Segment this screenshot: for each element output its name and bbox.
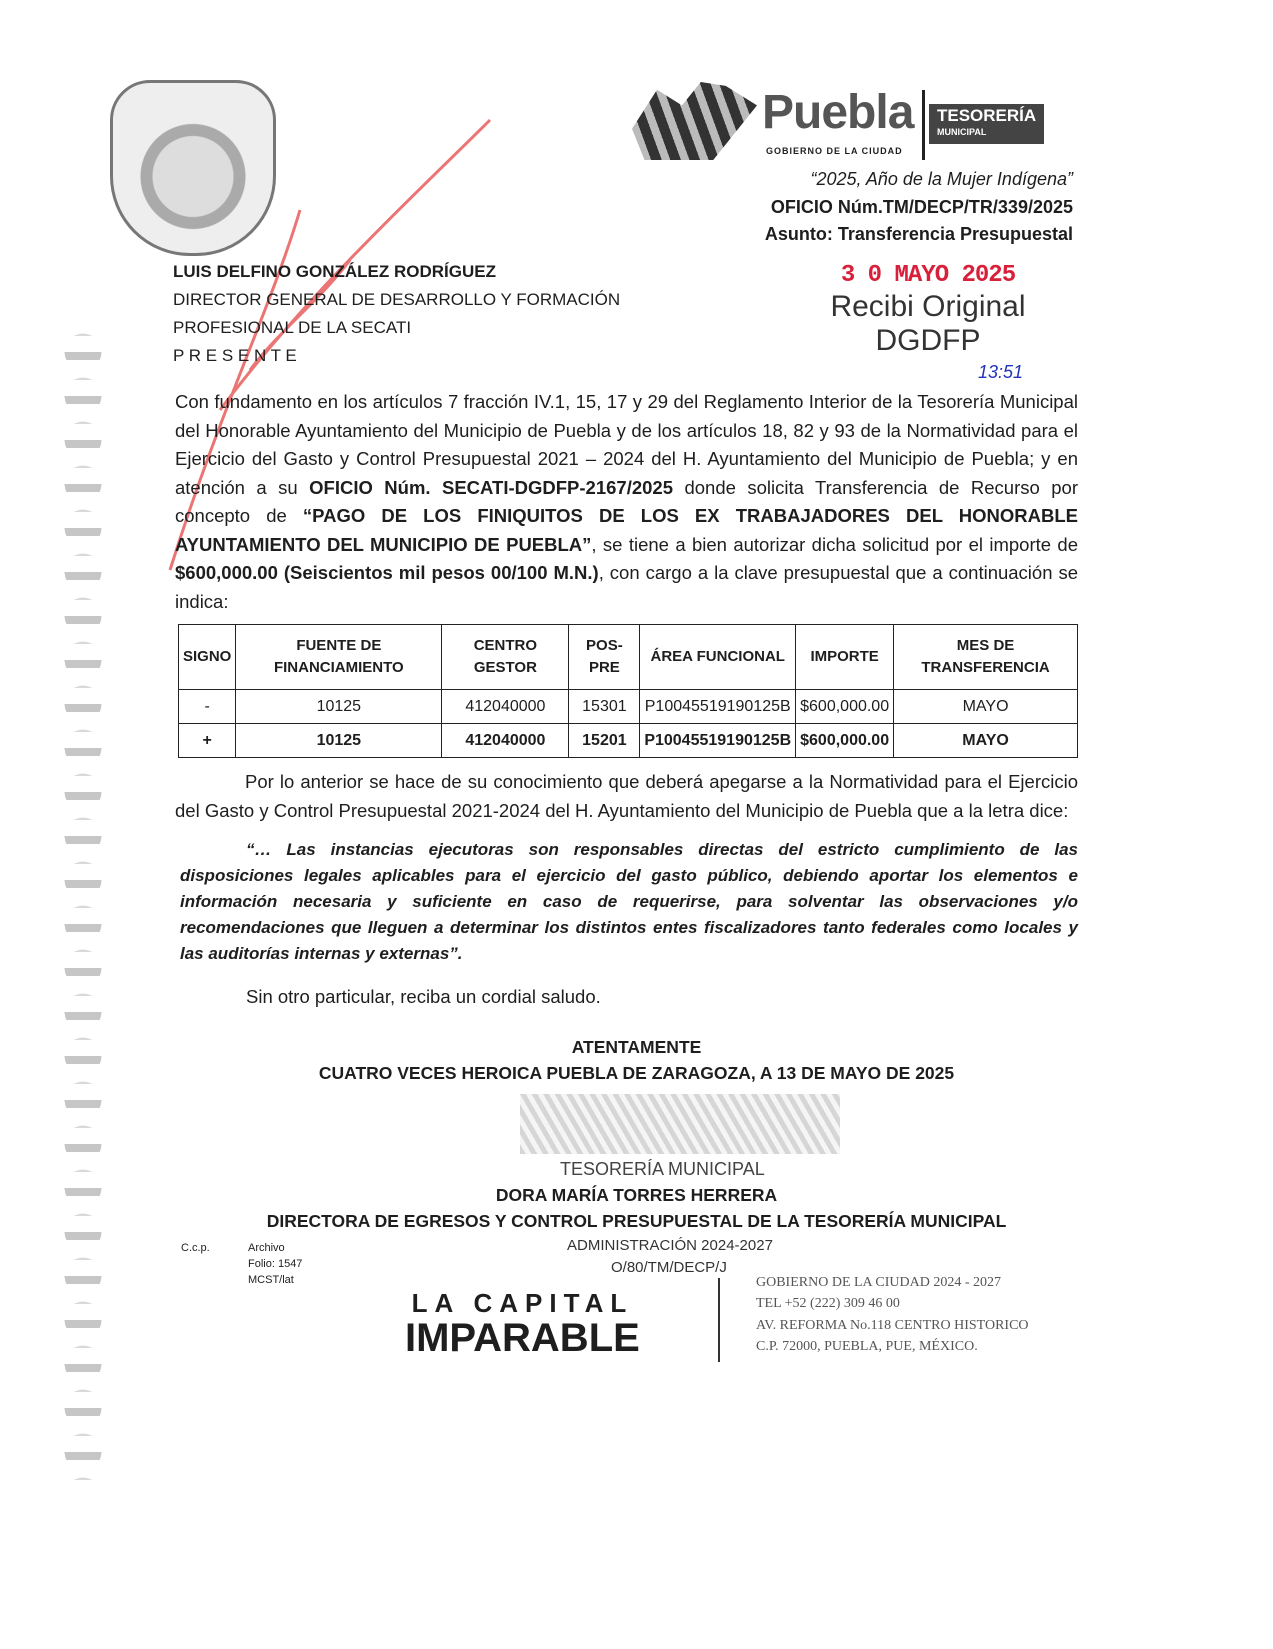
cell: 10125 xyxy=(236,724,442,758)
cell: 15301 xyxy=(569,690,640,724)
th-centro: CENTRO GESTOR xyxy=(442,625,569,690)
signer-name: DORA MARÍA TORRES HERRERA xyxy=(495,1184,778,1205)
addressee-name: LUIS DELFINO GONZÁLEZ RODRÍGUEZ xyxy=(173,262,496,281)
th-signo: SIGNO xyxy=(179,625,236,690)
admin-period: ADMINISTRACIÓN 2024-2027 xyxy=(567,1236,773,1254)
contact-line: AV. REFORMA No.118 CENTRO HISTORICO xyxy=(756,1317,1029,1333)
ccp-line: MCST/lat xyxy=(248,1273,294,1286)
contact-line: GOBIERNO DE LA CIUDAD 2024 - 2027 xyxy=(756,1274,1001,1290)
p1-oficio-ref: OFICIO Núm. SECATI-DGDFP-2167/2025 xyxy=(309,476,673,498)
cell: 10125 xyxy=(236,690,442,724)
table-row xyxy=(179,724,1078,758)
th-pospre: POS-PRE xyxy=(569,625,640,690)
cell: 15201 xyxy=(569,724,640,758)
cell: $600,000.00 xyxy=(796,724,894,758)
puebla-tesoreria-logo xyxy=(632,82,1052,162)
addressee-presente: P R E S E N T E xyxy=(173,346,297,365)
logo-divider xyxy=(922,90,925,160)
ccp-line: Folio: 1547 xyxy=(248,1257,303,1270)
footer-area xyxy=(0,1236,1273,1386)
stamp-line1: Recibi Original xyxy=(830,290,1026,323)
letter-body xyxy=(0,388,1273,1386)
contact-line: C.P. 72000, PUEBLA, PUE, MÉXICO. xyxy=(756,1339,978,1354)
p1-text: donde solicita Transferencia de Recurso por concepto de xyxy=(175,476,1078,526)
logo-unit xyxy=(929,104,1044,144)
table-row xyxy=(179,690,1078,724)
place-date: CUATRO VECES HEROICA PUEBLA DE ZARAGOZA, A 13 DE MAYO DE 2025 xyxy=(318,1062,955,1083)
closing: Sin otro particular, reciba un cordial saludo. xyxy=(246,986,601,1007)
logo-sub: GOBIERNO DE LA CIUDAD xyxy=(766,146,903,156)
footer-contact xyxy=(756,1272,1029,1358)
motto: “2025, Año de la Mujer Indígena” xyxy=(810,169,1073,189)
cell: P10045519190125B xyxy=(640,724,796,758)
stamp-date: 3 0 MAYO 2025 xyxy=(840,262,1016,289)
logo-unit-text: TESORERÍA xyxy=(937,106,1037,125)
contact-line: TEL +52 (222) 309 46 00 xyxy=(756,1296,900,1311)
th-area: ÁREA FUNCIONAL xyxy=(640,625,796,690)
paragraph-2: Por lo anterior se hace de su conocimiento que deberá apegarse a la Normatividad para el Ejercicio del Gasto y Control Presupuestal 2021-2024 del H. Ayuntamiento del Municipio de Puebla que a la letra dice: xyxy=(175,771,1078,821)
received-stamp xyxy=(828,262,1028,392)
logo-unit-sub: MUNICIPAL xyxy=(937,127,987,137)
slogan-line2: IMPARABLE xyxy=(405,1315,640,1360)
addressee-title2: PROFESIONAL DE LA SECATI xyxy=(173,318,412,337)
paragraph-1 xyxy=(175,388,1078,616)
ccp-list xyxy=(248,1240,302,1288)
addressee xyxy=(173,258,620,370)
signer-position: DIRECTORA DE EGRESOS Y CONTROL PRESUPUESTAL DE LA TESORERÍA MUNICIPAL xyxy=(266,1210,1007,1231)
budget-table xyxy=(178,624,1078,758)
atentamente: ATENTAMENTE xyxy=(571,1036,702,1057)
cell: P10045519190125B xyxy=(640,690,796,724)
cell: MAYO xyxy=(894,690,1078,724)
signature-stamp-logo xyxy=(520,1094,840,1154)
p1-text: , con cargo a la clave presupuestal que a continuación se indica: xyxy=(175,562,1079,612)
oficio-number: OFICIO Núm.TM/DECP/TR/339/2025 xyxy=(770,197,1073,217)
legal-quote: “… Las instancias ejecutoras son responsables directas del estricto cumplimiento de las disposiciones legales aplicables para el ejercicio del gasto público, debiendo aportar los elementos e información necesaria y suficiente en caso de requerirse, para solventar las observaciones y/o recomendaciones que lleguen a determinar los distintos entes fiscalizadores tanto federales como locales y las auditorías internas y externas”. xyxy=(180,840,1078,963)
reference-code: O/80/TM/DECP/J xyxy=(611,1258,727,1276)
th-importe: IMPORTE xyxy=(796,625,894,690)
logo-art xyxy=(632,82,757,160)
p1-concept: “PAGO DE LOS FINIQUITOS DE LOS EX TRABAJADORES DEL HONORABLE AYUNTAMIENTO DEL MUNICIPIO DE PUEBLA” xyxy=(175,505,1078,555)
ccp-label: C.c.p. xyxy=(181,1241,210,1254)
th-mes: MES DE TRANSFERENCIA xyxy=(894,625,1078,690)
addressee-title1: DIRECTOR GENERAL DE DESARROLLO Y FORMACIÓN xyxy=(173,290,621,309)
stamp-line2: DGDFP xyxy=(875,324,981,357)
logo-word: Puebla xyxy=(762,86,914,139)
footer-divider xyxy=(718,1278,720,1362)
cell: - xyxy=(179,690,236,724)
slogan-line1: LA CAPITAL xyxy=(411,1287,634,1318)
cell: 412040000 xyxy=(442,690,569,724)
slogan-logo xyxy=(405,1288,640,1358)
stamp-time: 13:51 xyxy=(978,362,1024,382)
cell: $600,000.00 xyxy=(796,690,894,724)
p1-text: Con fundamento en los artículos 7 fracción IV.1, 15, 17 y 29 del Reglamento Interior de la Tesorería Municipal del Honorable Ayuntamiento del Municipio de Puebla y de los artículos 18, 82 y 93 de la Normatividad para el Ejercicio del Gasto y Control Presupuestal 2021 – 2024 del H. Ayuntamiento del Municipio de Puebla; y en atención a su xyxy=(175,391,1078,498)
th-fuente: FUENTE DE FINANCIAMIENTO xyxy=(236,625,442,690)
cell: + xyxy=(179,724,236,758)
seal-text: TESORERÍA MUNICIPAL xyxy=(560,1158,765,1179)
asunto: Asunto: Transferencia Presupuestal xyxy=(764,224,1073,244)
p1-amount: $600,000.00 (Seiscientos mil pesos 00/100 M.N.) xyxy=(175,562,599,583)
ccp-line: Archivo xyxy=(248,1241,285,1254)
cell: 412040000 xyxy=(442,724,569,758)
p1-text: , se tiene a bien autorizar dicha solicitud por el importe de xyxy=(591,533,1078,555)
cell: MAYO xyxy=(894,724,1078,758)
